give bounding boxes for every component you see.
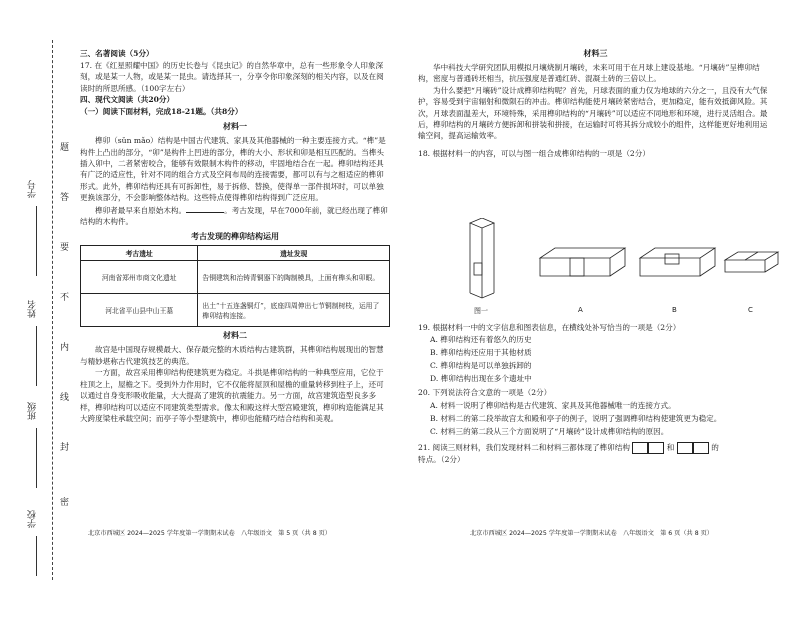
table-header: 考古遗址 [81, 246, 198, 261]
seal-line [52, 40, 53, 580]
student-id-blank [36, 206, 37, 276]
material3-paragraph2: 为什么要把“月壤砖”设计成榫卯结构呢？首先，月球表面的重力仅为地球的六分之一，且没有大气保护，容易受到宇宙辐射和微陨石的冲击。榫卯结构能使月壤砖紧密结合，更加稳定，能有效抵御风险。其次，月球表面温差大，环境特殊，采用榫卯结构的“月壤砖”可以适应不同地形和环境，进行灵活组合。最后，榫卯结构的月壤砖方便拆卸和拼装和拼接，在运输时可将其拆分成较小的组件，这样能更好地利用运输空间，提高运输效率。 [418, 85, 768, 141]
material1-paragraph2 [80, 204, 390, 228]
table-cell: 告铜建筑和治铸青铜器下的陶制模具，上面有榫头和卯眼。 [198, 261, 390, 294]
school-blank [36, 536, 37, 576]
material3-paragraph1: 华中科技大学研究团队用模拟月壤烧制月壤砖，未来可用于在月球上建设基地。“月壤砖”呈榫卯结构，密度与普通砖坯相当，抗压强度是普通红砖、混凝土砖的三倍以上。 [418, 63, 760, 84]
option-b-beam [640, 248, 715, 276]
questions-19-21 [418, 322, 773, 465]
binding-margin [8, 40, 70, 580]
material1-title: 材料一 [223, 121, 247, 132]
m1-p2-pre: 榫卯者最早来自原始木构。 [95, 205, 187, 215]
page-6-footer: 北京市西城区 2024—2025 学年度第一学期期末试卷 八年级语文 第 6 页（共 8 页） [470, 530, 713, 537]
answer-box[interactable] [632, 442, 648, 454]
class-blank [36, 428, 37, 488]
figure-label: B [672, 306, 677, 314]
answer-box[interactable] [693, 442, 709, 454]
seal-word: 线 [60, 393, 70, 403]
option-c-beam [725, 252, 778, 272]
question-17: 17. 在《红星照耀中国》的历史长卷与《昆虫记》的自然华章中，总有一些形象令人印象深刻，或是某一人物，或是某一昆虫。请选择其一，分享令你印象深刻的相关内容，以及在阅读时的所思所感。（100字左右） [80, 61, 384, 93]
mortise-diagrams [460, 218, 780, 318]
table-cell: 出土“十五连盏铜灯”，底座四周伸出七节铜制树枝，运用了榫卯结构连接。 [198, 294, 390, 327]
class-label: 班级 [28, 402, 38, 420]
question-18: 18. 根据材料一的内容，可以与图一组合成榫卯结构的一项是（2分） [418, 148, 650, 158]
m1-p2-post: 。考古发现，早在7000年前，就已经出现了榫卯结构的木构件。 [80, 205, 388, 227]
q21-text-mid: 和 [666, 442, 675, 452]
q19-option[interactable]: C. 榫卯结构是可以单独拆卸的 [430, 361, 532, 371]
table-row [81, 294, 390, 327]
seal-word: 封 [60, 443, 70, 453]
material1-paragraph: 榫卯（sǔn mǎo）结构是中国古代建筑、家具及其他器械的一种主要连接方式。“榫”是构件上凸出的部分，“卯”是构件上凹进的部分，榫的大小、形状和卯是相互匹配的。当榫头插入卯中，二者紧密咬合，能够有效限制木构件的移动，牢固地结合在一起。榫卯结构还具有广泛的适应性，针对不同的组合方式及空间布局的连接需要，都可以有与之相适应的榫卯形式。此外，榫卯结构还具有可拆卸性，易于拆修、替换，使得单一部件损坏时，可以单独更换该部分，不会影响整体结构。这些特点使得榫卯结构得到广泛应用。 [80, 136, 386, 203]
seal-word: 答 [60, 193, 70, 203]
material3-title: 材料三 [583, 48, 608, 58]
material2-paragraph2: 一方面，故宫采用榫卯结构使建筑更为稳定。斗拱是榫卯结构的一种典型应用，它位于柱顶之上，屋檐之下。受到外力作用时，它不仅能将屋顶和屋檐的重量转移到柱子上，还可以通过自身变形吸收能量，大大提高了建筑的抗震能力。另一方面，故宫建筑造型良多多样，榫卯结构可以适应不同建筑类型需求。像太和殿这样大型宫殿建筑，榫卯构造能满足其大跨度梁柱承载空间；而亭子等小型建筑中，榫卯也能精巧结合结构和美观。 [80, 368, 384, 423]
archaeology-table [80, 245, 390, 327]
mortise-figure [460, 218, 780, 318]
answer-box[interactable] [648, 442, 664, 454]
question-20: 20. 下列说法符合文意的一项是（2分） [418, 388, 552, 398]
material2-title: 材料二 [223, 330, 247, 341]
question-19: 19. 根据材料一中的文字信息和图表信息，在横线处补写恰当的一项是（2分） [418, 323, 681, 332]
student-id-label: 学号 [28, 180, 38, 198]
q21-text-pre: 21. 阅读三则材料，我们发现材料二和材料三都体现了榫卯结构 [418, 442, 630, 452]
seal-word: 要 [60, 243, 70, 253]
answer-box[interactable] [677, 442, 693, 454]
seal-word: 密 [60, 498, 70, 508]
q20-option[interactable]: A. 材料一说明了榫卯结构是古代建筑、家具及其他器械唯一的连接方式。 [430, 400, 676, 410]
table-cell: 河南省郑州市商文化遗址 [81, 261, 198, 294]
q21-end: 特点。（2分） [418, 454, 465, 464]
q19-option[interactable]: D. 榫卯结构出现在多个遗址中 [430, 374, 532, 384]
figure-label: A [578, 306, 583, 314]
figure-1-post [470, 218, 494, 298]
page-5 [80, 40, 390, 555]
page-5-footer: 北京市西城区 2024—2025 学年度第一学期期末试卷 八年级语文 第 5 页（共 8 页） [88, 530, 331, 537]
school-label: 学校 [28, 510, 38, 528]
option-a-beam [540, 248, 625, 276]
fill-blank[interactable] [186, 204, 224, 213]
table-title: 考古发现的榫卯结构运用 [191, 231, 279, 242]
section4-title: 四、现代文阅读（共20分） [80, 95, 175, 105]
table-header: 遗址发现 [198, 246, 390, 261]
subsection1-title: （一）阅读下面材料，完成18-21题。（共8分） [80, 107, 243, 117]
answer-boxes-2[interactable] [677, 442, 709, 454]
q19-option[interactable]: B. 榫卯结构还应用于其他材质 [430, 348, 532, 358]
material2-paragraph1: 故宫是中国现存规模最大、保存最完整的木质结构古建筑群，其榫卯结构展现出的智慧与精妙堪称古代建筑技艺的典范。 [80, 345, 384, 366]
q21-text-post: 的 [711, 442, 719, 452]
name-label: 姓名 [28, 300, 38, 318]
table-row [81, 261, 390, 294]
q20-option[interactable]: C. 材料三的第二段从三个方面说明了“月壤砖”设计成榫卯结构的原因。 [430, 426, 669, 436]
seal-word: 题 [60, 143, 70, 153]
name-blank [36, 326, 37, 386]
figure-label: C [748, 306, 753, 314]
seal-word: 不 [60, 293, 70, 303]
question-21 [418, 442, 773, 454]
section3-title: 三、名著阅读（5分） [80, 49, 154, 58]
table-cell: 河北省平山县中山王墓 [81, 294, 198, 327]
figure-label: 图一 [474, 307, 488, 315]
q19-option[interactable]: A. 榫卯结构还有着悠久的历史 [430, 335, 532, 345]
q20-option[interactable]: B. 材料二的第二段举故宫太和殿和亭子的例子，说明了强调榫卯结构使建筑更为稳定。 [430, 413, 722, 423]
seal-word: 内 [60, 343, 70, 353]
answer-boxes-1[interactable] [632, 442, 664, 454]
